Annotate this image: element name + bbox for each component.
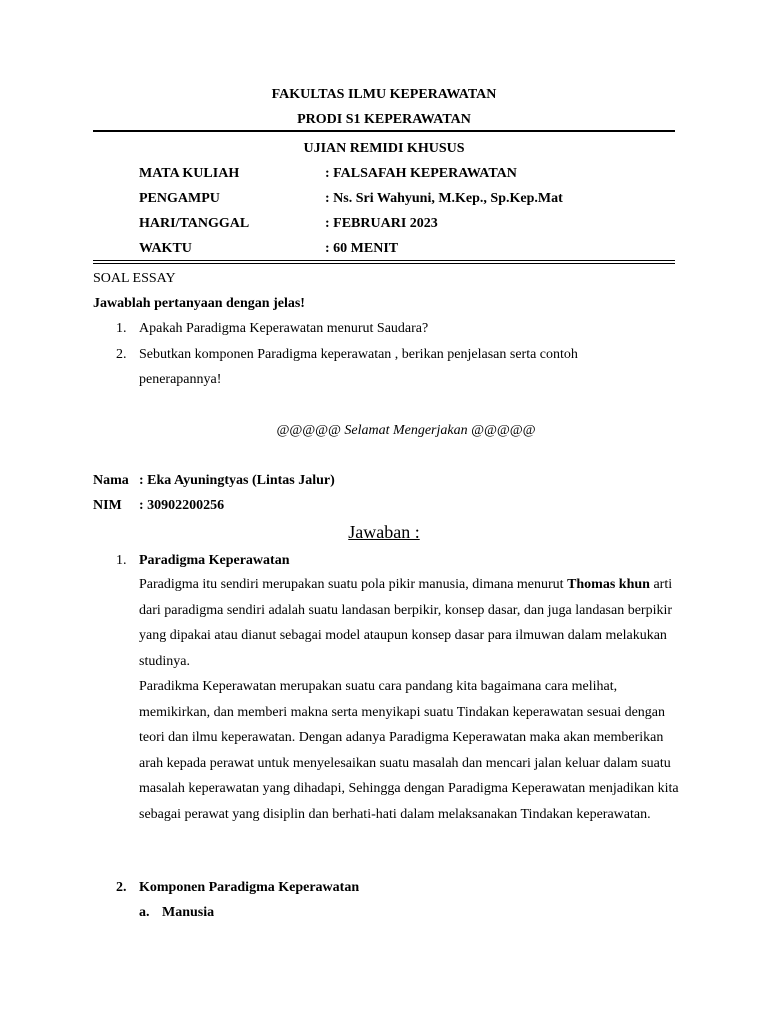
name-label: Nama (93, 473, 129, 488)
answer-1-paragraph-1 (139, 572, 679, 674)
info-label-date: HARI/TANGGAL (139, 216, 250, 231)
info-value-time: : 60 MENIT (325, 241, 399, 256)
answer-2-number: 2. (116, 880, 127, 895)
nim-value: : 30902200256 (139, 498, 225, 513)
question-2-number: 2. (116, 347, 127, 362)
answer-1-paragraph-2: Paradikma Keperawatan merupakan suatu cara pandang kita bagaimana cara melihat, memikirkan, dan memberi makna serta menyikapi suatu Tindakan keperawatan sesuai dengan teori dan ilmu keperawatan. Dengan adanya Paradigma Keperawatan maka akan memberikan arah kepada perawat untuk menyelesaikan suatu masalah dan mencari jalan keluar dalam suatu masalah keperawatan yang dihadapi, Sehingga dengan Paradigma Keperawatan menjadikan kita sebagai perawat yang disiplin dan berhati-hati dalam melaksanakan Tindakan keperawatan. (139, 679, 679, 822)
answer-1-p1-bold: Thomas khun (567, 577, 650, 592)
exam-title: UJIAN REMIDI KHUSUS (303, 141, 465, 156)
question-1-text: Apakah Paradigma Keperawatan menurut Saudara? (139, 321, 429, 336)
info-label-lecturer: PENGAMPU (139, 191, 220, 206)
info-label-course: MATA KULIAH (139, 166, 240, 181)
program-title: PRODI S1 KEPERAWATAN (297, 112, 471, 127)
answer-2-title: Komponen Paradigma Keperawatan (139, 880, 360, 895)
instruction: Jawablah pertanyaan dengan jelas! (93, 296, 305, 311)
answer-1-number: 1. (116, 553, 127, 568)
answer-1-title: Paradigma Keperawatan (139, 553, 290, 568)
info-label-time: WAKTU (139, 241, 192, 256)
question-1-number: 1. (116, 321, 127, 336)
closing-message: @@@@@ Selamat Mengerjakan @@@@@ (276, 423, 536, 438)
info-divider-top (93, 260, 675, 261)
info-value-course: : FALSAFAH KEPERAWATAN (325, 166, 517, 181)
answer-1-p1-after: arti dari paradigma sendiri adalah suatu landasan berpikir, konsep dasar, dan juga landasan berpikir yang dipakai atau dianut sebagai model ataupun konsep dasar para ilmuwan dalam melakukan studinya. (139, 577, 673, 669)
header-divider (93, 130, 675, 132)
section-title: SOAL ESSAY (93, 271, 176, 286)
faculty-title: FAKULTAS ILMU KEPERAWATAN (271, 87, 497, 102)
info-value-lecturer: : Ns. Sri Wahyuni, M.Kep., Sp.Kep.Mat (325, 191, 563, 206)
question-2-text: Sebutkan komponen Paradigma keperawatan , berikan penjelasan serta contoh (139, 347, 578, 362)
info-divider-bottom (93, 263, 675, 264)
answer-1-p1-before: Paradigma itu sendiri merupakan suatu pola pikir manusia, dimana menurut (139, 577, 568, 592)
answer-2a-title: Manusia (162, 905, 215, 920)
answer-2a-number: a. (139, 905, 150, 920)
info-value-date: : FEBRUARI 2023 (325, 216, 438, 231)
name-value: : Eka Ayuningtyas (Lintas Jalur) (139, 473, 335, 488)
question-2-text-continued: penerapannya! (139, 372, 222, 387)
answers-heading: Jawaban : (348, 522, 420, 542)
nim-label: NIM (93, 498, 122, 513)
